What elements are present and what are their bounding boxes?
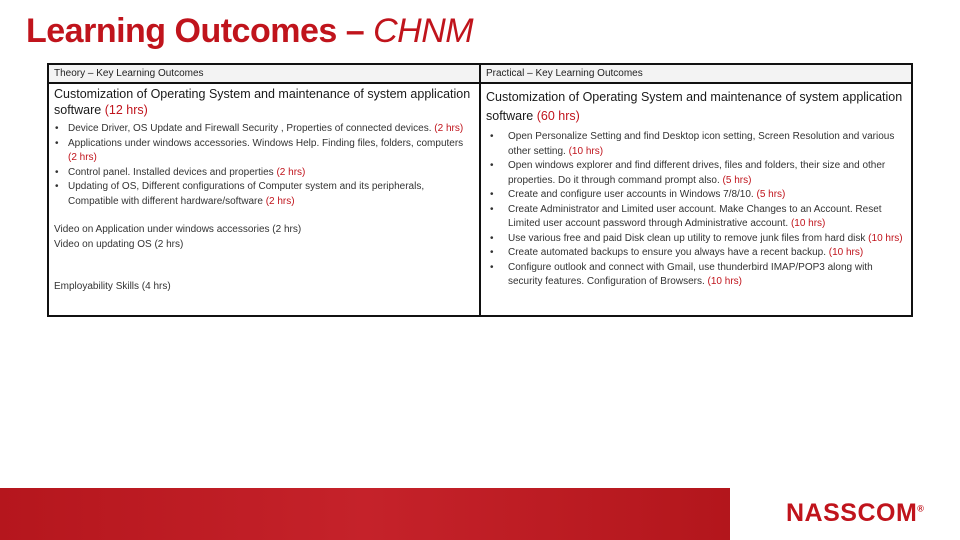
practical-heading-hours: (60 hrs): [536, 109, 580, 123]
practical-column: [481, 65, 911, 315]
employability-skills: Employability Skills (4 hrs): [54, 281, 171, 292]
item-text: Control panel. Installed devices and properties: [68, 166, 277, 178]
theory-heading-text: Customization of Operating System and maintenance of system application software: [54, 87, 471, 117]
nasscom-logo: [786, 499, 924, 528]
item-text: Updating of OS, Different configurations of Computer system and its peripherals, Compatible with different hardware/software: [68, 181, 425, 207]
video-list: [54, 223, 473, 252]
item-text: Open Personalize Setting and find Desktop icon setting, Screen Resolution and various other setting.: [508, 131, 895, 157]
video-item: Video on updating OS (2 hrs): [54, 238, 184, 250]
video-item: Video on Application under windows accessories (2 hrs): [54, 224, 302, 235]
practical-list: [486, 130, 905, 290]
item-hours: (10 hrs): [828, 247, 864, 258]
item-text: Configure outlook and connect with Gmail, use thunderbird IMAP/POP3 along with security features. Configuration of Browsers.: [508, 261, 873, 287]
list-item: [54, 180, 473, 209]
theory-heading-hours: (12 hrs): [104, 103, 148, 117]
item-hours: (2 hrs): [68, 152, 97, 163]
list-item: [486, 188, 905, 203]
item-hours: (10 hrs): [868, 232, 903, 244]
theory-header: Theory – Key Learning Outcomes: [49, 65, 479, 84]
item-text: Create Administrator and Limited user account. Make Changes to an Account. Reset Limited user account password through Administrative account.: [508, 203, 882, 229]
item-hours: (2 hrs): [434, 123, 464, 134]
practical-header: Practical – Key Learning Outcomes: [481, 65, 911, 84]
theory-list: [54, 122, 473, 209]
list-item: [486, 232, 905, 247]
list-item: [486, 130, 905, 159]
outcomes-table: [47, 63, 913, 317]
footer: [0, 488, 960, 540]
practical-heading-text: Customization of Operating System and maintenance of system application software: [486, 90, 903, 123]
practical-body: [481, 84, 911, 290]
theory-body: [49, 84, 479, 295]
item-hours: (5 hrs): [756, 189, 786, 200]
list-item: [486, 261, 905, 290]
slide-title: [26, 12, 473, 51]
list-item: [486, 159, 905, 188]
list-item: [54, 137, 473, 166]
item-text: Create and configure user accounts in Windows 7/8/10.: [508, 189, 757, 200]
item-text: Use various free and paid Disk clean up utility to remove junk files from hard disk: [508, 232, 869, 244]
item-hours: (2 hrs): [276, 166, 306, 178]
theory-column: [49, 65, 481, 315]
theory-heading: [54, 86, 473, 118]
list-item: [54, 122, 473, 137]
practical-heading: [486, 88, 905, 126]
registered-mark: ®: [917, 503, 925, 514]
item-hours: (10 hrs): [790, 218, 826, 229]
list-item: [486, 246, 905, 261]
list-item: [54, 166, 473, 181]
item-text: Create automated backups to ensure you always have a recent backup.: [508, 247, 829, 258]
footer-band: [0, 488, 730, 540]
item-text: Device Driver, OS Update and Firewall Security , Properties of connected devices.: [68, 123, 435, 134]
title-brand: CHNM: [373, 12, 474, 50]
item-hours: (10 hrs): [568, 145, 604, 157]
title-main: Learning Outcomes –: [26, 12, 374, 50]
item-hours: (5 hrs): [722, 174, 752, 186]
logo-text: NASSCOM: [786, 499, 918, 527]
item-text: Open windows explorer and find different drives, files and folders, their size and other properties. Do it through command prompt also.: [508, 160, 886, 186]
item-hours: (10 hrs): [707, 276, 742, 287]
list-item: [486, 203, 905, 232]
item-hours: (2 hrs): [265, 195, 295, 207]
item-text: Applications under windows accessories. Windows Help. Finding files, folders, computers: [68, 137, 464, 149]
